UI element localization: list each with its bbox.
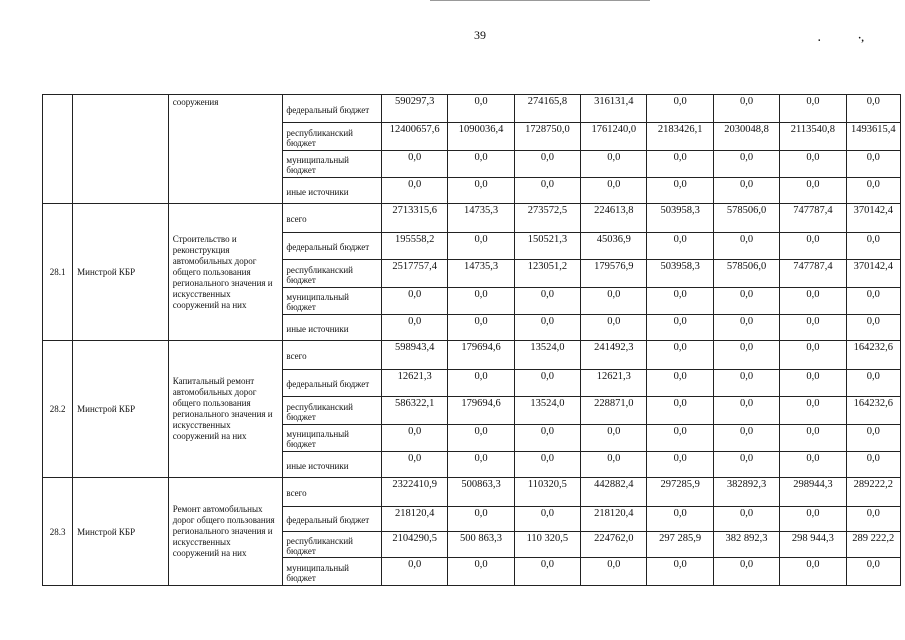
- amount-cell: 0,0: [846, 370, 900, 397]
- amount-cell: 500863,3: [448, 478, 514, 507]
- top-rule: [430, 0, 650, 1]
- amount-cell: 370142,4: [846, 260, 900, 288]
- amount-cell: 0,0: [780, 288, 846, 315]
- amount-cell: 0,0: [846, 95, 900, 123]
- amount-cell: 578506,0: [713, 204, 779, 233]
- amount-cell: 12621,3: [381, 370, 447, 397]
- amount-cell: 179694,6: [448, 341, 514, 370]
- item-org-cell: Минстрой КБР: [73, 204, 169, 341]
- amount-cell: 0,0: [713, 425, 779, 452]
- amount-cell: 0,0: [713, 178, 779, 204]
- amount-cell: 1761240,0: [581, 123, 647, 151]
- amount-cell: 0,0: [448, 558, 514, 586]
- amount-cell: 0,0: [581, 151, 647, 178]
- amount-cell: 0,0: [713, 370, 779, 397]
- amount-cell: 590297,3: [381, 95, 447, 123]
- amount-cell: 2030048,8: [713, 123, 779, 151]
- amount-cell: 747787,4: [780, 204, 846, 233]
- amount-cell: 316131,4: [581, 95, 647, 123]
- amount-cell: 218120,4: [581, 507, 647, 532]
- amount-cell: 0,0: [780, 178, 846, 204]
- amount-cell: 0,0: [713, 95, 779, 123]
- amount-cell: 1493615,4: [846, 123, 900, 151]
- item-description-cell: сооружения: [168, 95, 283, 204]
- amount-cell: 0,0: [514, 315, 580, 341]
- amount-cell: 0,0: [581, 178, 647, 204]
- funding-source-cell: всего: [283, 204, 382, 233]
- amount-cell: 14735,3: [448, 204, 514, 233]
- amount-cell: 12621,3: [581, 370, 647, 397]
- amount-cell: 123051,2: [514, 260, 580, 288]
- amount-cell: 0,0: [448, 507, 514, 532]
- amount-cell: 0,0: [581, 288, 647, 315]
- amount-cell: 0,0: [846, 151, 900, 178]
- amount-cell: 382892,3: [713, 478, 779, 507]
- funding-source-cell: республиканский бюджет: [283, 532, 382, 558]
- amount-cell: 0,0: [647, 151, 713, 178]
- amount-cell: 0,0: [381, 425, 447, 452]
- amount-cell: 0,0: [448, 452, 514, 478]
- item-description-cell: Ремонт автомобильных дорог общего пользования регионального значения и искусственных сооружений на них: [168, 478, 283, 586]
- amount-cell: 0,0: [647, 315, 713, 341]
- amount-cell: 0,0: [713, 558, 779, 586]
- amount-cell: 0,0: [780, 452, 846, 478]
- amount-cell: 0,0: [846, 315, 900, 341]
- amount-cell: 2113540,8: [780, 123, 846, 151]
- amount-cell: 0,0: [780, 507, 846, 532]
- table-row: [43, 95, 901, 123]
- amount-cell: 110320,5: [514, 478, 580, 507]
- amount-cell: 586322,1: [381, 397, 447, 425]
- amount-cell: 0,0: [780, 397, 846, 425]
- amount-cell: 241492,3: [581, 341, 647, 370]
- amount-cell: 164232,6: [846, 397, 900, 425]
- funding-source-cell: иные источники: [283, 452, 382, 478]
- amount-cell: 195558,2: [381, 233, 447, 260]
- amount-cell: 0,0: [448, 178, 514, 204]
- amount-cell: 0,0: [647, 507, 713, 532]
- amount-cell: 0,0: [647, 370, 713, 397]
- amount-cell: 500 863,3: [448, 532, 514, 558]
- amount-cell: 503958,3: [647, 204, 713, 233]
- amount-cell: 0,0: [780, 370, 846, 397]
- amount-cell: 0,0: [581, 425, 647, 452]
- amount-cell: 0,0: [713, 151, 779, 178]
- amount-cell: 0,0: [647, 178, 713, 204]
- amount-cell: 0,0: [780, 341, 846, 370]
- funding-source-cell: федеральный бюджет: [283, 370, 382, 397]
- amount-cell: 0,0: [381, 288, 447, 315]
- amount-cell: 0,0: [581, 558, 647, 586]
- item-org-cell: [73, 95, 169, 204]
- item-index-cell: [43, 95, 73, 204]
- amount-cell: 0,0: [647, 288, 713, 315]
- amount-cell: 0,0: [381, 452, 447, 478]
- amount-cell: 0,0: [780, 315, 846, 341]
- amount-cell: 2322410,9: [381, 478, 447, 507]
- amount-cell: 297 285,9: [647, 532, 713, 558]
- amount-cell: 0,0: [647, 558, 713, 586]
- amount-cell: 370142,4: [846, 204, 900, 233]
- amount-cell: 1728750,0: [514, 123, 580, 151]
- amount-cell: 0,0: [713, 233, 779, 260]
- amount-cell: 298944,3: [780, 478, 846, 507]
- item-org-cell: Минстрой КБР: [73, 478, 169, 586]
- table-row: [43, 341, 901, 370]
- amount-cell: 0,0: [647, 452, 713, 478]
- amount-cell: 0,0: [780, 151, 846, 178]
- amount-cell: 0,0: [713, 397, 779, 425]
- amount-cell: 179576,9: [581, 260, 647, 288]
- item-index-cell: 28.2: [43, 341, 73, 478]
- table-row: [43, 204, 901, 233]
- amount-cell: 0,0: [647, 233, 713, 260]
- amount-cell: 2104290,5: [381, 532, 447, 558]
- amount-cell: 382 892,3: [713, 532, 779, 558]
- amount-cell: 0,0: [448, 151, 514, 178]
- amount-cell: 0,0: [780, 425, 846, 452]
- amount-cell: 0,0: [780, 558, 846, 586]
- amount-cell: 274165,8: [514, 95, 580, 123]
- amount-cell: 2517757,4: [381, 260, 447, 288]
- page-number: 39: [474, 28, 486, 42]
- amount-cell: 0,0: [846, 558, 900, 586]
- amount-cell: 0,0: [581, 315, 647, 341]
- amount-cell: 224613,8: [581, 204, 647, 233]
- scan-speck: .: [818, 33, 821, 44]
- amount-cell: 0,0: [647, 425, 713, 452]
- amount-cell: 0,0: [381, 558, 447, 586]
- amount-cell: 0,0: [647, 95, 713, 123]
- funding-source-cell: республиканский бюджет: [283, 397, 382, 425]
- amount-cell: 0,0: [514, 425, 580, 452]
- item-index-cell: 28.1: [43, 204, 73, 341]
- amount-cell: 0,0: [514, 507, 580, 532]
- funding-source-cell: иные источники: [283, 178, 382, 204]
- amount-cell: 0,0: [713, 341, 779, 370]
- amount-cell: 0,0: [713, 507, 779, 532]
- amount-cell: 0,0: [448, 425, 514, 452]
- amount-cell: 13524,0: [514, 341, 580, 370]
- funding-source-cell: муниципальный бюджет: [283, 288, 382, 315]
- amount-cell: 2713315,6: [381, 204, 447, 233]
- amount-cell: 503958,3: [647, 260, 713, 288]
- amount-cell: 0,0: [713, 288, 779, 315]
- amount-cell: 289222,2: [846, 478, 900, 507]
- amount-cell: 228871,0: [581, 397, 647, 425]
- amount-cell: 0,0: [647, 341, 713, 370]
- item-index-cell: 28.3: [43, 478, 73, 586]
- amount-cell: 0,0: [448, 315, 514, 341]
- amount-cell: 0,0: [780, 95, 846, 123]
- funding-source-cell: всего: [283, 478, 382, 507]
- amount-cell: 0,0: [846, 425, 900, 452]
- amount-cell: 0,0: [846, 288, 900, 315]
- amount-cell: 164232,6: [846, 341, 900, 370]
- funding-source-cell: иные источники: [283, 315, 382, 341]
- item-description-cell: Строительство и реконструкция автомобильных дорог общего пользования регионального значения и искусственных сооружений на них: [168, 204, 283, 341]
- amount-cell: 578506,0: [713, 260, 779, 288]
- amount-cell: 0,0: [514, 370, 580, 397]
- amount-cell: 297285,9: [647, 478, 713, 507]
- amount-cell: 0,0: [448, 95, 514, 123]
- funding-source-cell: всего: [283, 341, 382, 370]
- amount-cell: 0,0: [381, 151, 447, 178]
- funding-source-cell: муниципальный бюджет: [283, 558, 382, 586]
- amount-cell: 2183426,1: [647, 123, 713, 151]
- item-description-cell: Капитальный ремонт автомобильных дорог общего пользования регионального значения и искусственных сооружений на них: [168, 341, 283, 478]
- amount-cell: 179694,6: [448, 397, 514, 425]
- amount-cell: 0,0: [514, 178, 580, 204]
- amount-cell: 0,0: [514, 452, 580, 478]
- amount-cell: 0,0: [448, 370, 514, 397]
- item-org-cell: Минстрой КБР: [73, 341, 169, 478]
- amount-cell: 289 222,2: [846, 532, 900, 558]
- amount-cell: 13524,0: [514, 397, 580, 425]
- amount-cell: 0,0: [780, 233, 846, 260]
- amount-cell: 150521,3: [514, 233, 580, 260]
- amount-cell: 1090036,4: [448, 123, 514, 151]
- scan-speck: ·,: [858, 33, 864, 44]
- amount-cell: 45036,9: [581, 233, 647, 260]
- amount-cell: 218120,4: [381, 507, 447, 532]
- amount-cell: 0,0: [713, 452, 779, 478]
- funding-source-cell: федеральный бюджет: [283, 507, 382, 532]
- amount-cell: 0,0: [448, 233, 514, 260]
- amount-cell: 0,0: [581, 452, 647, 478]
- budget-table: [42, 94, 901, 586]
- amount-cell: 747787,4: [780, 260, 846, 288]
- amount-cell: 0,0: [647, 397, 713, 425]
- amount-cell: 598943,4: [381, 341, 447, 370]
- funding-source-cell: федеральный бюджет: [283, 233, 382, 260]
- amount-cell: 12400657,6: [381, 123, 447, 151]
- amount-cell: 442882,4: [581, 478, 647, 507]
- amount-cell: 0,0: [514, 288, 580, 315]
- amount-cell: 0,0: [381, 178, 447, 204]
- funding-source-cell: муниципальный бюджет: [283, 425, 382, 452]
- funding-source-cell: федеральный бюджет: [283, 95, 382, 123]
- amount-cell: 14735,3: [448, 260, 514, 288]
- amount-cell: 110 320,5: [514, 532, 580, 558]
- amount-cell: 224762,0: [581, 532, 647, 558]
- amount-cell: 0,0: [846, 507, 900, 532]
- amount-cell: 0,0: [514, 151, 580, 178]
- amount-cell: 273572,5: [514, 204, 580, 233]
- amount-cell: 0,0: [846, 452, 900, 478]
- amount-cell: 0,0: [846, 233, 900, 260]
- amount-cell: 0,0: [381, 315, 447, 341]
- amount-cell: 0,0: [448, 288, 514, 315]
- funding-source-cell: муниципальный бюджет: [283, 151, 382, 178]
- amount-cell: 298 944,3: [780, 532, 846, 558]
- funding-source-cell: республиканский бюджет: [283, 123, 382, 151]
- amount-cell: 0,0: [514, 558, 580, 586]
- funding-source-cell: республиканский бюджет: [283, 260, 382, 288]
- table-row: [43, 478, 901, 507]
- amount-cell: 0,0: [846, 178, 900, 204]
- amount-cell: 0,0: [713, 315, 779, 341]
